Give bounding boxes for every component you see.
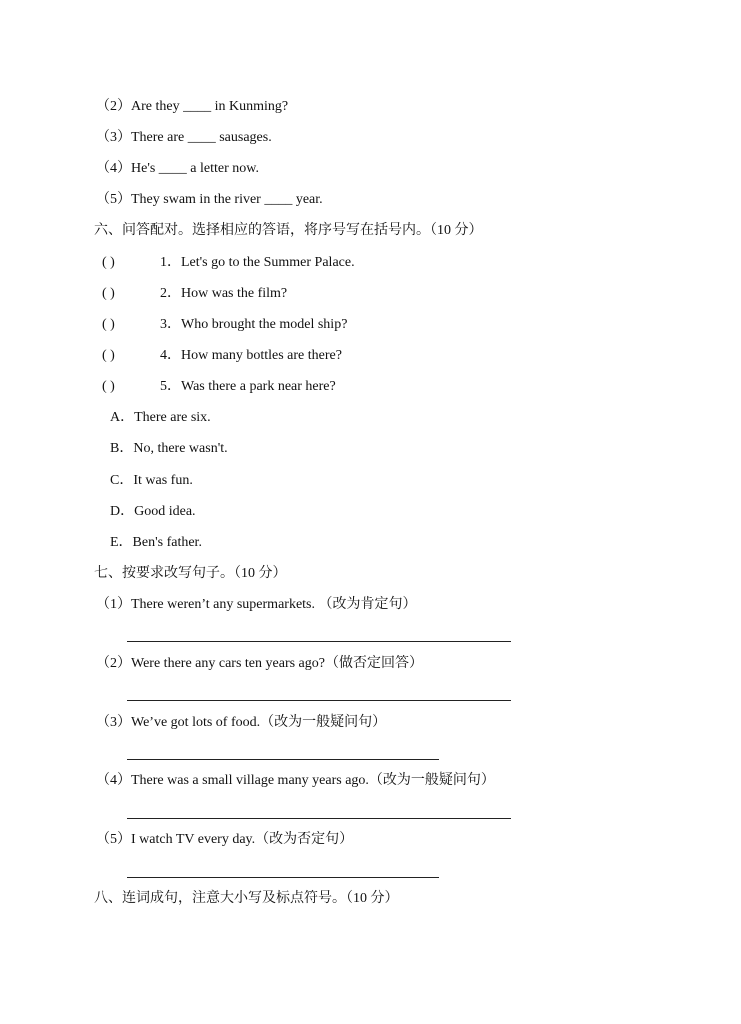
rewrite-item-1: （1）There weren’t any supermarkets. （改为肯定句） <box>96 597 417 612</box>
section-7-heading: 七、按要求改写句子。（10 分） <box>94 566 287 581</box>
answer-bracket[interactable]: ( ) <box>102 255 115 270</box>
rewrite-item-2: （2）Were there any cars ten years ago?（做否定回答） <box>96 656 423 671</box>
answer-option-e: E．Ben's father. <box>110 535 202 550</box>
rewrite-item-5: （5）I watch TV every day.（改为否定句） <box>96 832 354 847</box>
question-text: 3．Who brought the model ship? <box>160 317 348 332</box>
question-text: 1．Let's go to the Summer Palace. <box>160 255 355 270</box>
answer-line-4[interactable] <box>127 818 511 819</box>
question-text: 4．How many bottles are there? <box>160 348 342 363</box>
matching-question-5 <box>102 378 336 396</box>
answer-option-c: C．It was fun. <box>110 473 193 488</box>
answer-option-d: D．Good idea. <box>110 504 196 519</box>
section-8-heading: 八、连词成句，注意大小写及标点符号。（10 分） <box>94 891 399 906</box>
fill-blank-item-3: （3）There are ____ sausages. <box>96 130 272 145</box>
rewrite-item-3: （3）We’ve got lots of food.（改为一般疑问句） <box>96 715 387 730</box>
answer-option-a: A．There are six. <box>110 410 211 425</box>
fill-blank-item-4: （4）He's ____ a letter now. <box>96 161 259 176</box>
fill-blank-item-5: （5）They swam in the river ____ year. <box>96 192 323 207</box>
answer-line-2[interactable] <box>127 700 511 701</box>
fill-blank-item-2: （2）Are they ____ in Kunming? <box>96 99 289 114</box>
question-text: 2．How was the film? <box>160 286 288 301</box>
section-6-heading: 六、问答配对。选择相应的答语，将序号写在括号内。（10 分） <box>94 223 483 238</box>
answer-option-b: B．No, there wasn't. <box>110 441 228 456</box>
matching-question-4 <box>102 347 342 365</box>
answer-bracket[interactable]: ( ) <box>102 317 115 332</box>
answer-bracket[interactable]: ( ) <box>102 348 115 363</box>
rewrite-item-4: （4）There was a small village many years ago.（改为一般疑问句） <box>96 773 495 788</box>
question-text: 5．Was there a park near here? <box>160 379 336 394</box>
answer-bracket[interactable]: ( ) <box>102 379 115 394</box>
answer-line-3[interactable] <box>127 759 439 760</box>
answer-line-5[interactable] <box>127 877 439 878</box>
matching-question-2 <box>102 285 287 303</box>
matching-question-3 <box>102 316 347 334</box>
answer-bracket[interactable]: ( ) <box>102 286 115 301</box>
answer-line-1[interactable] <box>127 641 511 642</box>
matching-question-1 <box>102 254 355 272</box>
